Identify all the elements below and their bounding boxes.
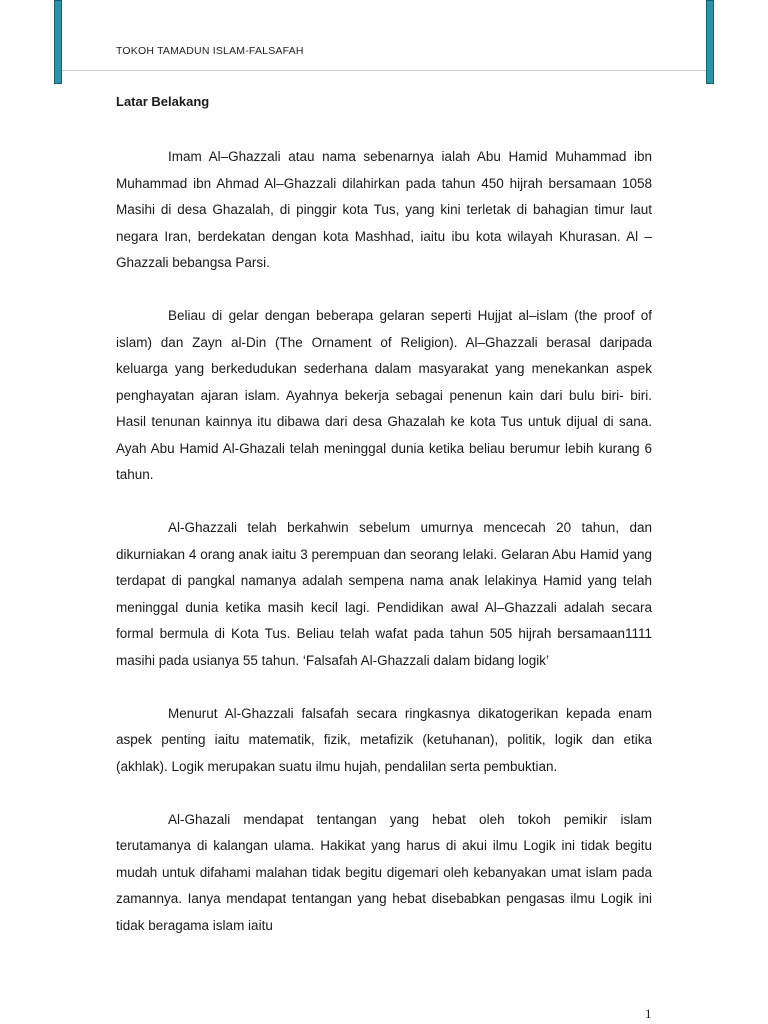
left-accent-bar [54, 0, 62, 84]
paragraph-4: Menurut Al-Ghazzali falsafah secara ringkasnya dikatogerikan kepada enam aspek penting iaitu matematik, fizik, metafizik (ketuhanan), politik, logik dan etika (akhlak). Logik merupakan suatu ilmu hujah, pendalilan serta pembuktian. [116, 705, 652, 774]
page-number: 1 [645, 1006, 652, 1021]
section-heading: Latar Belakang [116, 94, 210, 109]
document-body [116, 144, 652, 966]
paragraph-3: Al-Ghazzali telah berkahwin sebelum umurnya mencecah 20 tahun, dan dikurniakan 4 orang anak iaitu 3 perempuan dan seorang lelaki. Gelaran Abu Hamid yang terdapat di pangkal namanya adalah sempena nama anak lelakinya Hamid yang telah meninggal dunia ketika masih kecil lagi. Pendidikan awal Al–Ghazzali adalah secara formal bermula di Kota Tus. Beliau telah wafat pada tahun 505 hijrah bersamaan1111 masihi pada usianya 55 tahun. ‘Falsafah Al-Ghazzali dalam bidang logik’ [116, 520, 652, 668]
right-accent-bar [706, 0, 714, 84]
paragraph-1: Imam Al–Ghazzali atau nama sebenarnya ialah Abu Hamid Muhammad ibn Muhammad ibn Ahmad Al–Ghazzali dilahirkan pada tahun 450 hijrah bersamaan 1058 Masihi di desa Ghazalah, di pinggir kota Tus, yang kini terletak di bahagian timur laut negara Iran, berdekatan dengan kota Mashhad, iaitu ibu kota wilayah Khurasan. Al – Ghazzali bebangsa Parsi. [116, 149, 652, 270]
paragraph-2: Beliau di gelar dengan beberapa gelaran seperti Hujjat al–islam (the proof of islam) dan Zayn al-Din (The Ornament of Religion). Al–Ghazzali berasal daripada keluarga yang berkedudukan sederhana dalam masyarakat yang menekankan aspek penghayatan ajaran islam. Ayahnya bekerja sebagai penenun kain dari bulu biri- biri. Hasil tenunan kainnya itu dibawa dari desa Ghazalah ke kota Tus untuk dijual di sana. Ayah Abu Hamid Al-Ghazali telah meninggal dunia ketika beliau berumur lebih kurang 6 tahun. [116, 308, 652, 482]
header-divider [62, 70, 706, 71]
paragraph-5: Al-Ghazali mendapat tentangan yang hebat oleh tokoh pemikir islam terutamanya di kalangan ulama. Hakikat yang harus di akui ilmu Logik ini tidak begitu mudah untuk difahami malahan tidak begitu digemari oleh kebanyakan umat islam pada zamannya. Ianya mendapat tentangan yang hebat disebabkan pengasas ilmu Logik ini tidak beragama islam iaitu [116, 811, 652, 933]
header-title: TOKOH TAMADUN ISLAM-FALSAFAH [116, 45, 304, 57]
